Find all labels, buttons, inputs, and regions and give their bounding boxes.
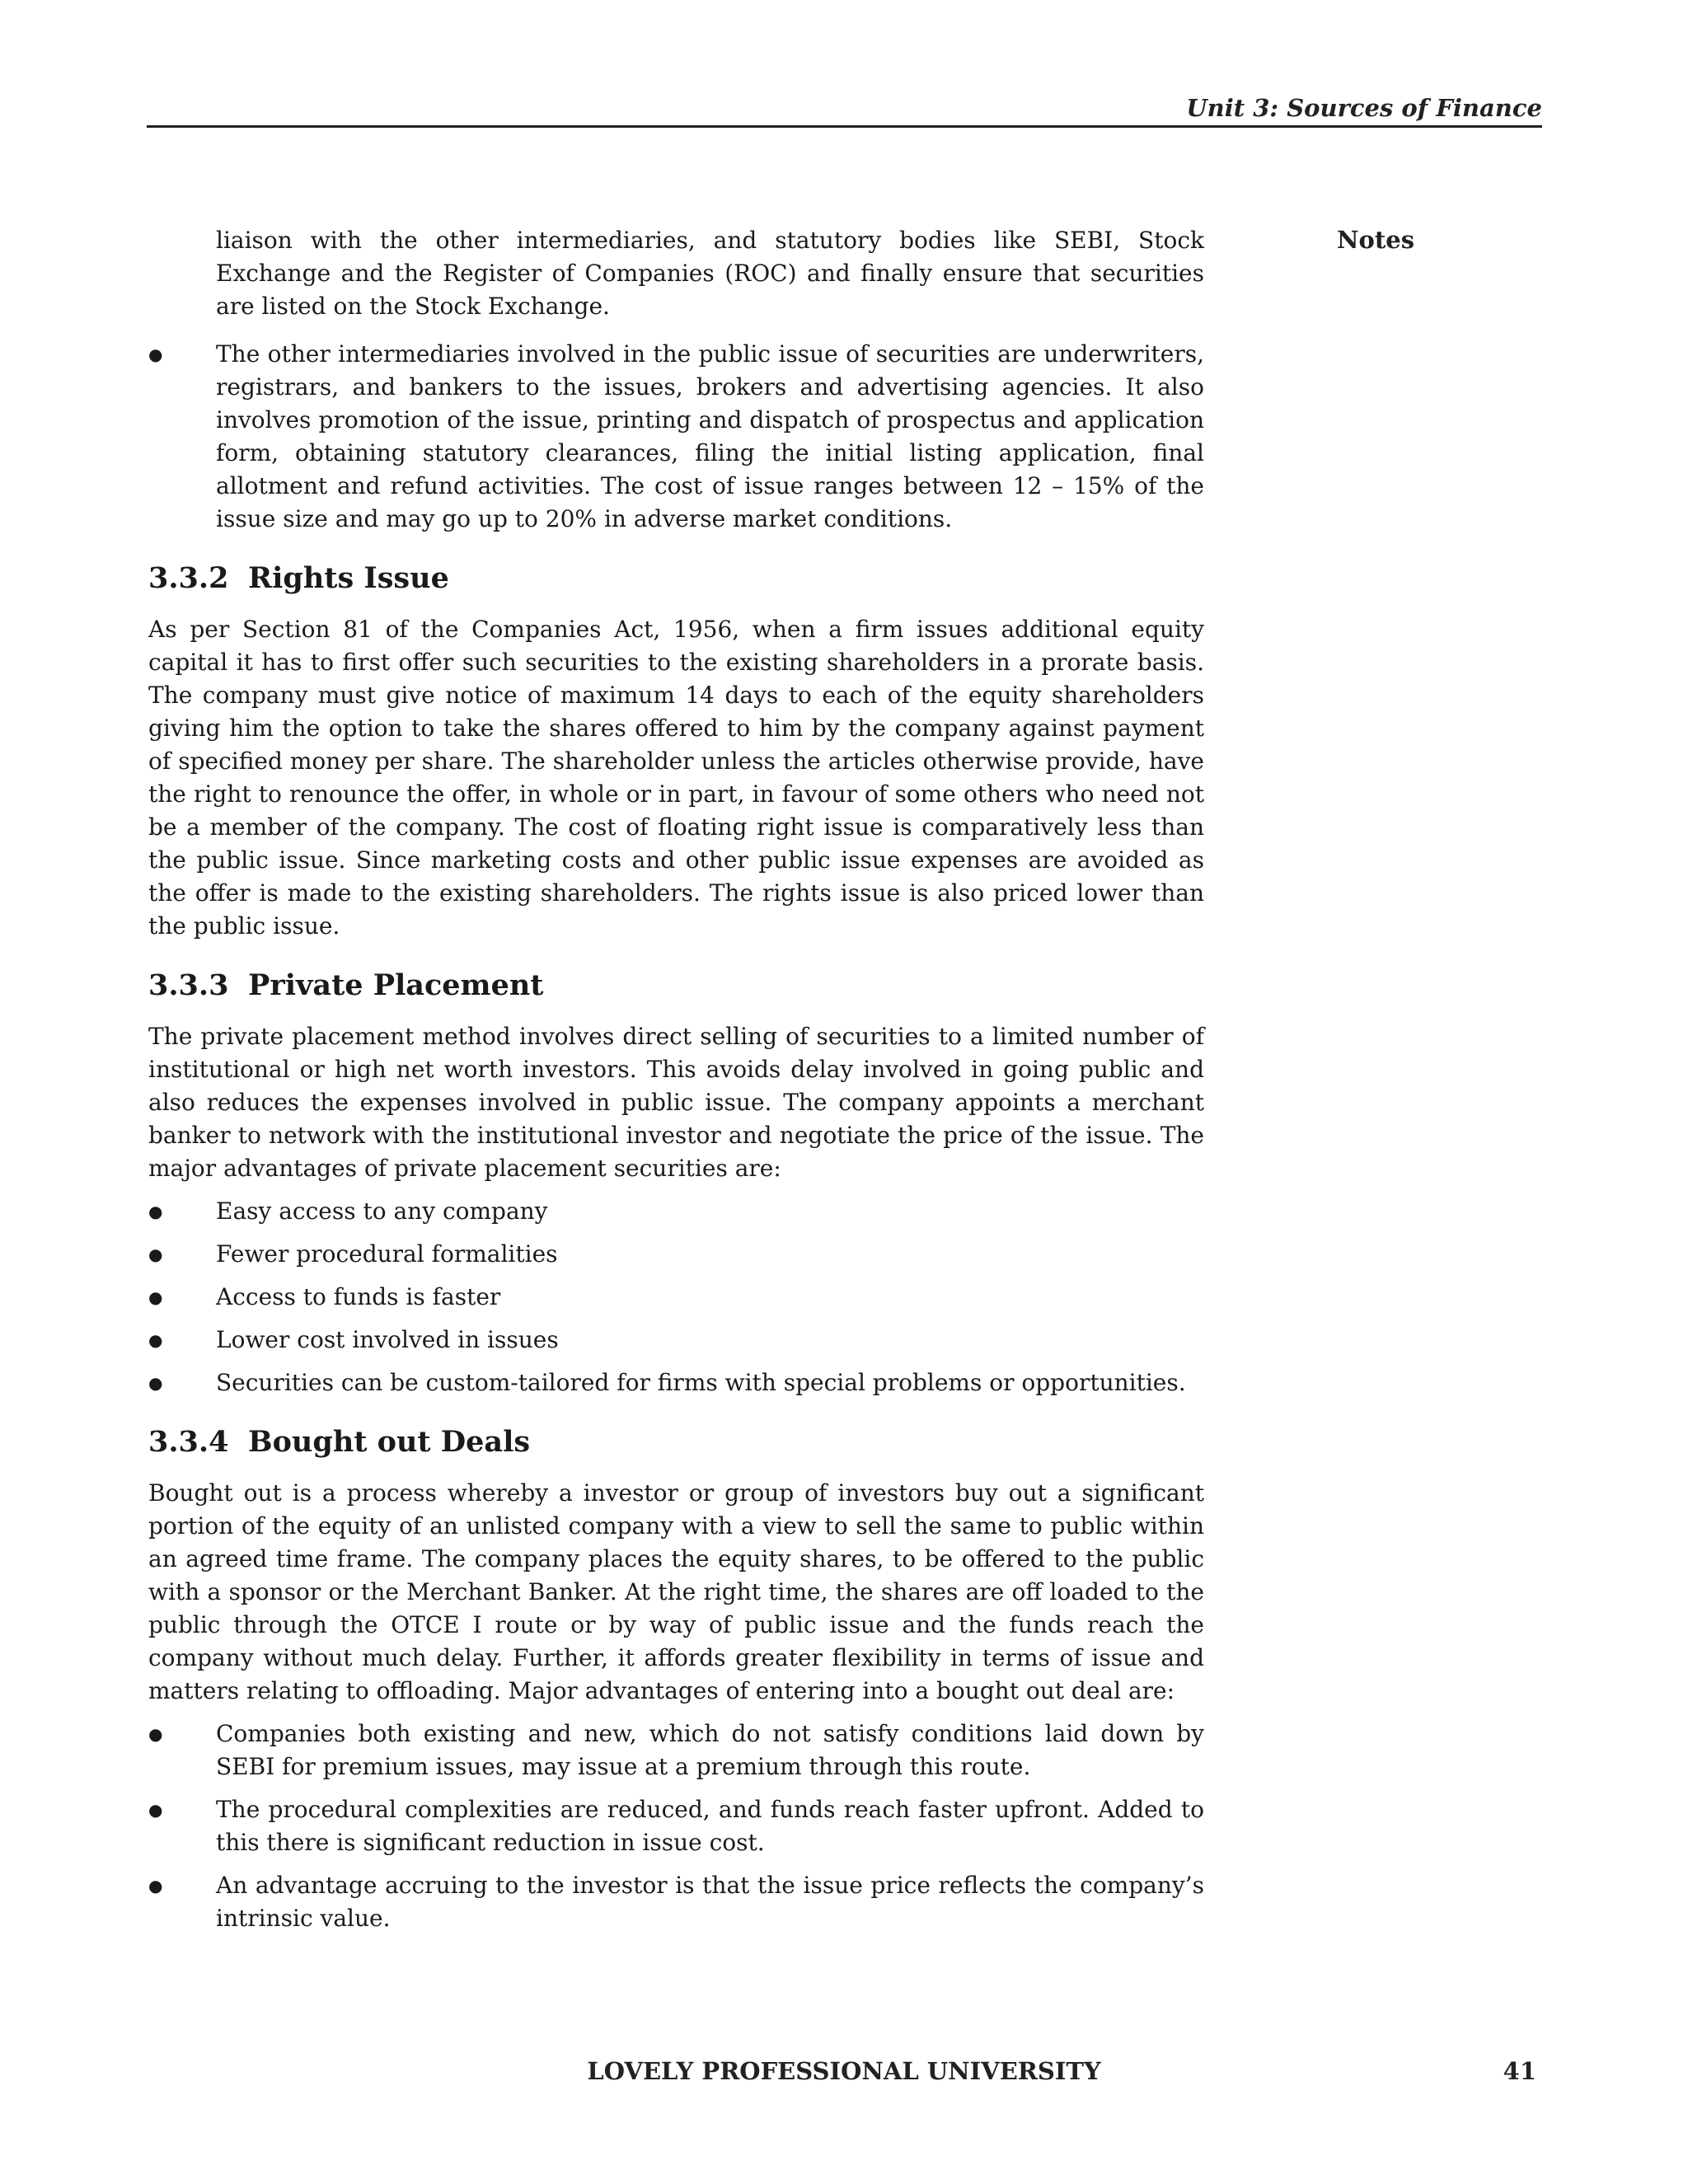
section-number: 3.3.4 [148, 1425, 229, 1459]
list-item: ● Easy access to any company [148, 1195, 1204, 1228]
section-number: 3.3.2 [148, 561, 229, 595]
list-item: ● Access to funds is faster [148, 1281, 1204, 1314]
section-body-rights-issue: As per Section 81 of the Companies Act, 1956, when a firm issues additional equity capital it has to first offer such securities to the existing shareholders in a prorate basis. The company must give notice of maximum 14 days to each of the equity shareholders giving him the option to take the shares offered to him by the company against payment of specified money per share. The shareholder unless the articles otherwise provide, have the right to renounce the offer, in whole or in part, in favour of some others who need not be a member of the company. The cost of floating right issue is comparatively less than the public issue. Since marketing costs and other public issue expenses are avoided as the offer is made to the existing shareholders. The rights issue is also priced lower than the public issue. [148, 616, 1204, 940]
margin-notes-label: Notes [1337, 226, 1415, 254]
list-item: ● An advantage accruing to the investor is that the issue price reflects the company’s intrinsic value. [148, 1869, 1204, 1935]
main-content [148, 224, 1204, 1935]
section-heading-private-placement [148, 968, 1204, 1004]
footer-university: LOVELY PROFESSIONAL UNIVERSITY [587, 2057, 1101, 2085]
list-item: ● Securities can be custom-tailored for firms with special problems or opportunities. [148, 1366, 1204, 1399]
continuation-paragraph: liaison with the other intermediaries, and statutory bodies like SEBI, Stock Exchange and the Register of Companies (ROC) and finally ensure that securities are listed on the Stock Exchange. [216, 227, 1204, 320]
section-title: Private Placement [248, 968, 544, 1002]
list-item: ● Lower cost involved in issues [148, 1324, 1204, 1357]
section-title: Bought out Deals [248, 1425, 531, 1459]
section-heading-bought-out-deals [148, 1424, 1204, 1460]
list-item: ● The procedural complexities are reduced, and funds reach faster upfront. Added to this there is significant reduction in issue cost. [148, 1793, 1204, 1859]
section-title: Rights Issue [248, 561, 449, 595]
page-number: 41 [1503, 2057, 1536, 2085]
section-body-private-placement: The private placement method involves direct selling of securities to a limited number of institutional or high net worth investors. This avoids delay involved in going public and also reduces the expenses involved in public issue. The company appoints a merchant banker to network with the institutional investor and negotiate the price of the issue. The major advantages of private placement securities are: [148, 1023, 1204, 1182]
list-item: ● Fewer procedural formalities [148, 1238, 1204, 1271]
section-heading-rights-issue [148, 560, 1204, 597]
running-header: Unit 3: Sources of Finance [1186, 94, 1542, 122]
list-item: ● The other intermediaries involved in the public issue of securities are underwriters, registrars, and bankers to the issues, brokers and advertising agencies. It also involves promotion of the issue, printing and dispatch of prospectus and application form, obtaining statutory clearances, filing the initial listing application, final allotment and refund activities. The cost of issue ranges between 12 – 15% of the issue size and may go up to 20% in adverse market conditions. [148, 338, 1204, 536]
section-body-bought-out-deals: Bought out is a process whereby a investor or group of investors buy out a significant portion of the equity of an unlisted company with a view to sell the same to public within an agreed time frame. The company places the equity shares, to be offered to the public with a sponsor or the Merchant Banker. At the right time, the shares are off loaded to the public through the OTCE I route or by way of public issue and the funds reach the company without much delay. Further, it affords greater flexibility in terms of issue and matters relating to offloading. Major advantages of entering into a bought out deal are: [148, 1479, 1204, 1704]
list-item: ● Companies both existing and new, which do not satisfy conditions laid down by SEBI for premium issues, may issue at a premium through this route. [148, 1718, 1204, 1783]
section-number: 3.3.3 [148, 968, 229, 1002]
header-rule [147, 125, 1542, 128]
